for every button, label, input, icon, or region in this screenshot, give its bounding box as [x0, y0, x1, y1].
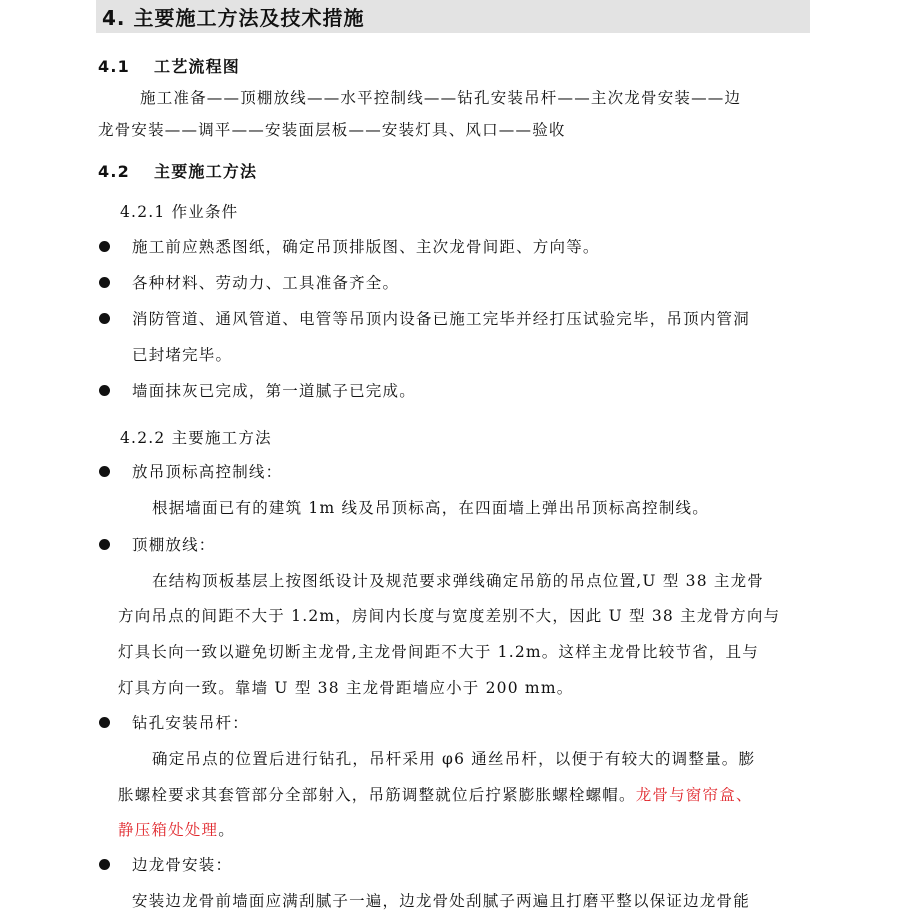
bullet-text: 放吊顶标高控制线： [132, 463, 283, 481]
section-title-bar [96, 0, 810, 33]
heading-4-2 [98, 159, 257, 182]
bullet-icon [99, 717, 110, 728]
heading-text: 主要施工方法 [154, 162, 258, 181]
paragraph-line: 确定吊点的位置后进行钻孔，吊杆采用 φ6 通丝吊杆，以便于有较大的调整量。膨 [152, 750, 756, 768]
bullet-text: 墙面抹灰已完成，第一道腻子已完成。 [132, 382, 416, 400]
subheading-4-2-2: 4.2.2 主要施工方法 [120, 429, 272, 447]
flow-line-1: 施工准备——顶棚放线——水平控制线——钻孔安装吊杆——主次龙骨安装——边 [140, 89, 742, 107]
section-title: 4. 主要施工方法及技术措施 [102, 6, 365, 30]
paragraph-line: 根据墙面已有的建筑 1m 线及吊顶标高，在四面墙上弹出吊顶标高控制线。 [152, 499, 709, 517]
paragraph-line: 安装边龙骨前墙面应满刮腻子一遍，边龙骨处刮腻子两遍且打磨平整以保证边龙骨能 [132, 892, 750, 910]
bullet-icon [99, 539, 110, 550]
paragraph-line: 方向吊点的间距不大于 1.2m，房间内长度与宽度差别不大，因此 U 型 38 主龙骨方向与 [118, 607, 781, 625]
bullet-text-cont: 已封堵完毕。 [132, 346, 233, 364]
highlighted-text: 静压箱处处理 [118, 821, 219, 839]
bullet-text: 施工前应熟悉图纸，确定吊顶排版图、主次龙骨间距、方向等。 [132, 238, 600, 256]
bullet-icon [99, 277, 110, 288]
paragraph-line [118, 783, 753, 805]
flow-line-2: 龙骨安装——调平——安装面层板——安装灯具、风口——验收 [98, 121, 566, 139]
bullet-text: 各种材料、劳动力、工具准备齐全。 [132, 274, 400, 292]
heading-number: 4.2 [98, 162, 130, 181]
bullet-icon [99, 466, 110, 477]
paragraph-line [118, 818, 235, 840]
bullet-text: 边龙骨安装： [132, 856, 233, 874]
heading-text: 工艺流程图 [154, 57, 241, 76]
bullet-text: 消防管道、通风管道、电管等吊顶内设备已施工完毕并经打压试验完毕，吊顶内管洞 [132, 310, 750, 328]
bullet-icon [99, 241, 110, 252]
bullet-text: 钻孔安装吊杆： [132, 714, 249, 732]
paragraph-text: 。 [218, 821, 235, 839]
paragraph-line: 灯具方向一致。靠墙 U 型 38 主龙骨距墙应小于 200 mm。 [118, 679, 574, 697]
subheading-4-2-1: 4.2.1 作业条件 [120, 203, 239, 221]
paragraph-text: 胀螺栓要求其套管部分全部射入，吊筋调整就位后拧紧膨胀螺栓螺帽。 [118, 786, 636, 804]
bullet-icon [99, 859, 110, 870]
highlighted-text: 龙骨与窗帘盒、 [635, 786, 753, 804]
paragraph-line: 灯具长向一致以避免切断主龙骨,主龙骨间距不大于 1.2m。这样主龙骨比较节省，且与 [118, 643, 759, 661]
bullet-icon [99, 385, 110, 396]
bullet-icon [99, 313, 110, 324]
heading-number: 4.1 [98, 57, 130, 76]
heading-4-1 [98, 54, 240, 77]
bullet-text: 顶棚放线： [132, 536, 216, 554]
paragraph-line: 在结构顶板基层上按图纸设计及规范要求弹线确定吊筋的吊点位置,U 型 38 主龙骨 [152, 572, 764, 590]
